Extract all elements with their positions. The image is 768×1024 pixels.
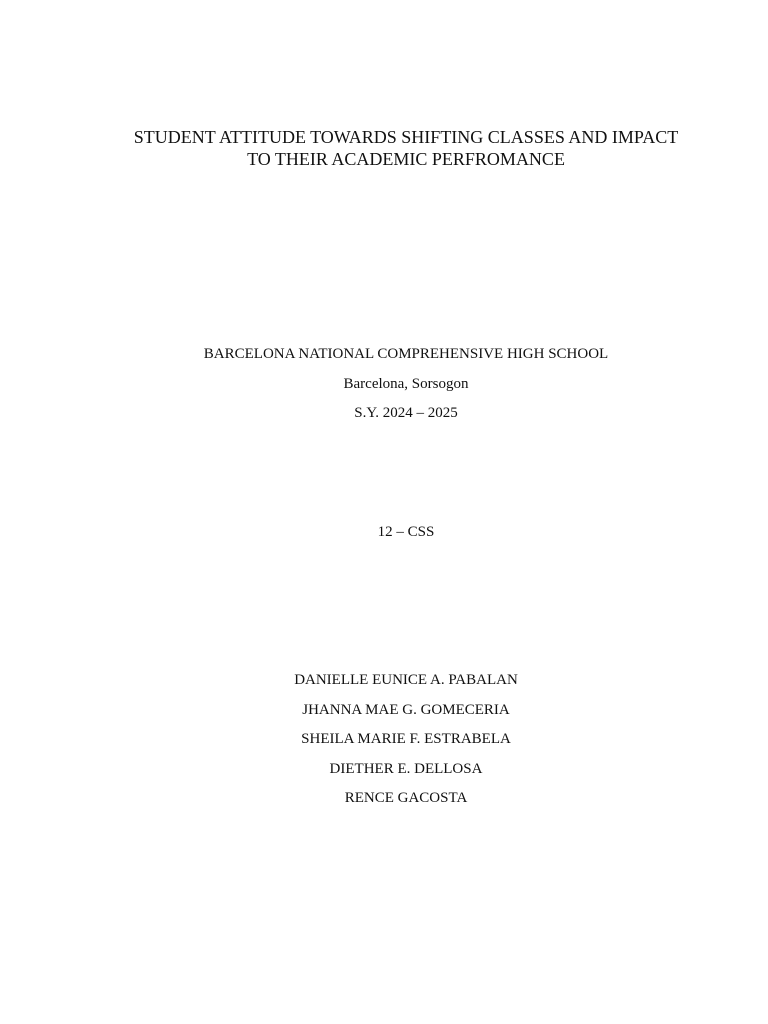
author-name: SHEILA MARIE F. ESTRABELA <box>301 731 511 747</box>
author-name: RENCE GACOSTA <box>344 790 468 806</box>
school-location: Barcelona, Sorsogon <box>343 376 469 392</box>
author-name: DIETHER E. DELLOSA <box>329 761 483 777</box>
school-name: BARCELONA NATIONAL COMPREHENSIVE HIGH SCHOOL <box>203 346 609 362</box>
title-line-2: TO THEIR ACADEMIC PERFROMANCE <box>247 149 565 169</box>
author-name: JHANNA MAE G. GOMECERIA <box>302 702 510 718</box>
title-line-1: STUDENT ATTITUDE TOWARDS SHIFTING CLASSES AND IMPACT <box>133 127 679 147</box>
school-year: S.Y. 2024 – 2025 <box>354 405 458 421</box>
section-label: 12 – CSS <box>377 524 435 540</box>
author-name: DANIELLE EUNICE A. PABALAN <box>294 672 518 688</box>
